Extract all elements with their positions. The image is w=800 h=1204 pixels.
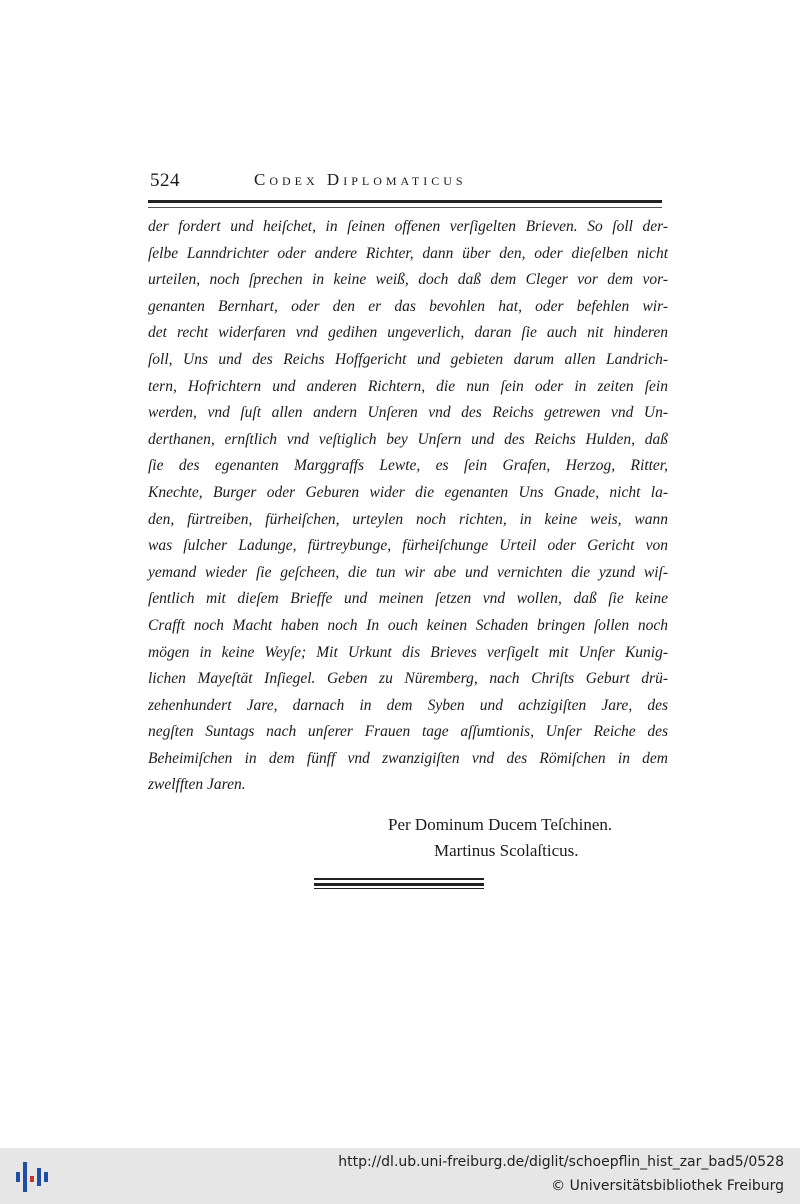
text-line: det recht widerfaren vnd gedihen ungeverlich, daran ſie auch nit hinderen [148,324,668,342]
text-line: werden, vnd ſuſt allen andern Unſeren vnd des Reichs getrewen vnd Un- [148,404,668,422]
footer-url[interactable]: http://dl.ub.uni-freiburg.de/diglit/schoepflin_hist_zar_bad5/0528 [338,1154,784,1170]
text-line: negſten Suntags nach unſerer Frauen tage aſſumtionis, Unſer Reiche des [148,723,668,741]
footer-bar [0,1148,800,1204]
text-line: den, fürtreiben, fürheiſchen, urteylen noch richten, in keine weis, wann [148,510,668,528]
text-line: ſie des egenanten Marggraffs Lewte, es ſein Grafen, Herzog, Ritter, [148,457,668,475]
text-line: tern, Hofrichtern und anderen Richtern, die nun ſein oder in zeiten ſein [148,377,668,395]
header-rule [148,200,662,203]
text-line: Crafft noch Macht haben noch In ouch keinen Schaden bringen ſollen noch [148,616,668,634]
text-line: genanten Bernhart, oder den er das bevohlen hat, oder befehlen wir- [148,297,668,315]
text-line: mögen in keine Weyſe; Mit Urkunt dis Brieves verſigelt mit Unſer Kunig- [148,643,668,661]
text-line: Beheimiſchen in dem fünff vnd zwanzigiſten vnd des Römiſchen in dem [148,749,668,767]
signature-line-2: Martinus Scolaſticus. [434,841,579,860]
text-line: urteilen, noch ſprechen in keine weiß, doch daß dem Cleger vor dem vor- [148,271,668,289]
signature-line-1: Per Dominum Ducem Teſchinen. [388,815,613,834]
text-line: was ſulcher Ladunge, fürtreybunge, fürheiſchunge Urteil oder Gericht von [148,537,668,555]
text-line: lichen Mayeſtät Inſiegel. Geben zu Nüremberg, nach Chriſts Geburt drü- [148,670,668,688]
text-line: ſoll, Uns und des Reichs Hoffgericht und gebieten darum allen Landrich- [148,350,668,368]
page-number: 524 [150,170,180,191]
ub-freiburg-logo-icon[interactable] [10,1156,52,1198]
text-line: zehenhundert Jare, darnach in dem Syben und achzigiſten Jare, des [148,696,668,714]
running-title: Codex Diplomaticus [254,170,467,189]
text-line: zwelfften Jaren. [148,776,246,794]
text-line: der fordert und heiſchet, in ſeinen offenen verſigelten Brieven. So ſoll der- [148,218,668,235]
text-line: ſentlich mit dieſem Brieffe und meinen ſetzen vnd wollen, daß ſie keine [148,590,668,608]
text-line: yemand wieder ſie geſcheen, die tun wir abe und vernichten die yzund wiſ- [148,563,668,581]
text-line: ſelbe Lanndrichter oder andere Richter, dann über den, oder dieſelben nicht [148,244,668,262]
header-rule-thin [148,207,662,208]
footer-copyright: © Universitätsbibliothek Freiburg [551,1178,784,1194]
end-ornament-rule [314,876,484,890]
text-line: derthanen, ernſtlich vnd veſtiglich bey Unſern und des Reichs Hulden, daß [148,430,668,448]
body-text [148,214,668,799]
text-line: Knechte, Burger oder Geburen wider die egenanten Uns Gnade, nicht la- [148,483,668,501]
